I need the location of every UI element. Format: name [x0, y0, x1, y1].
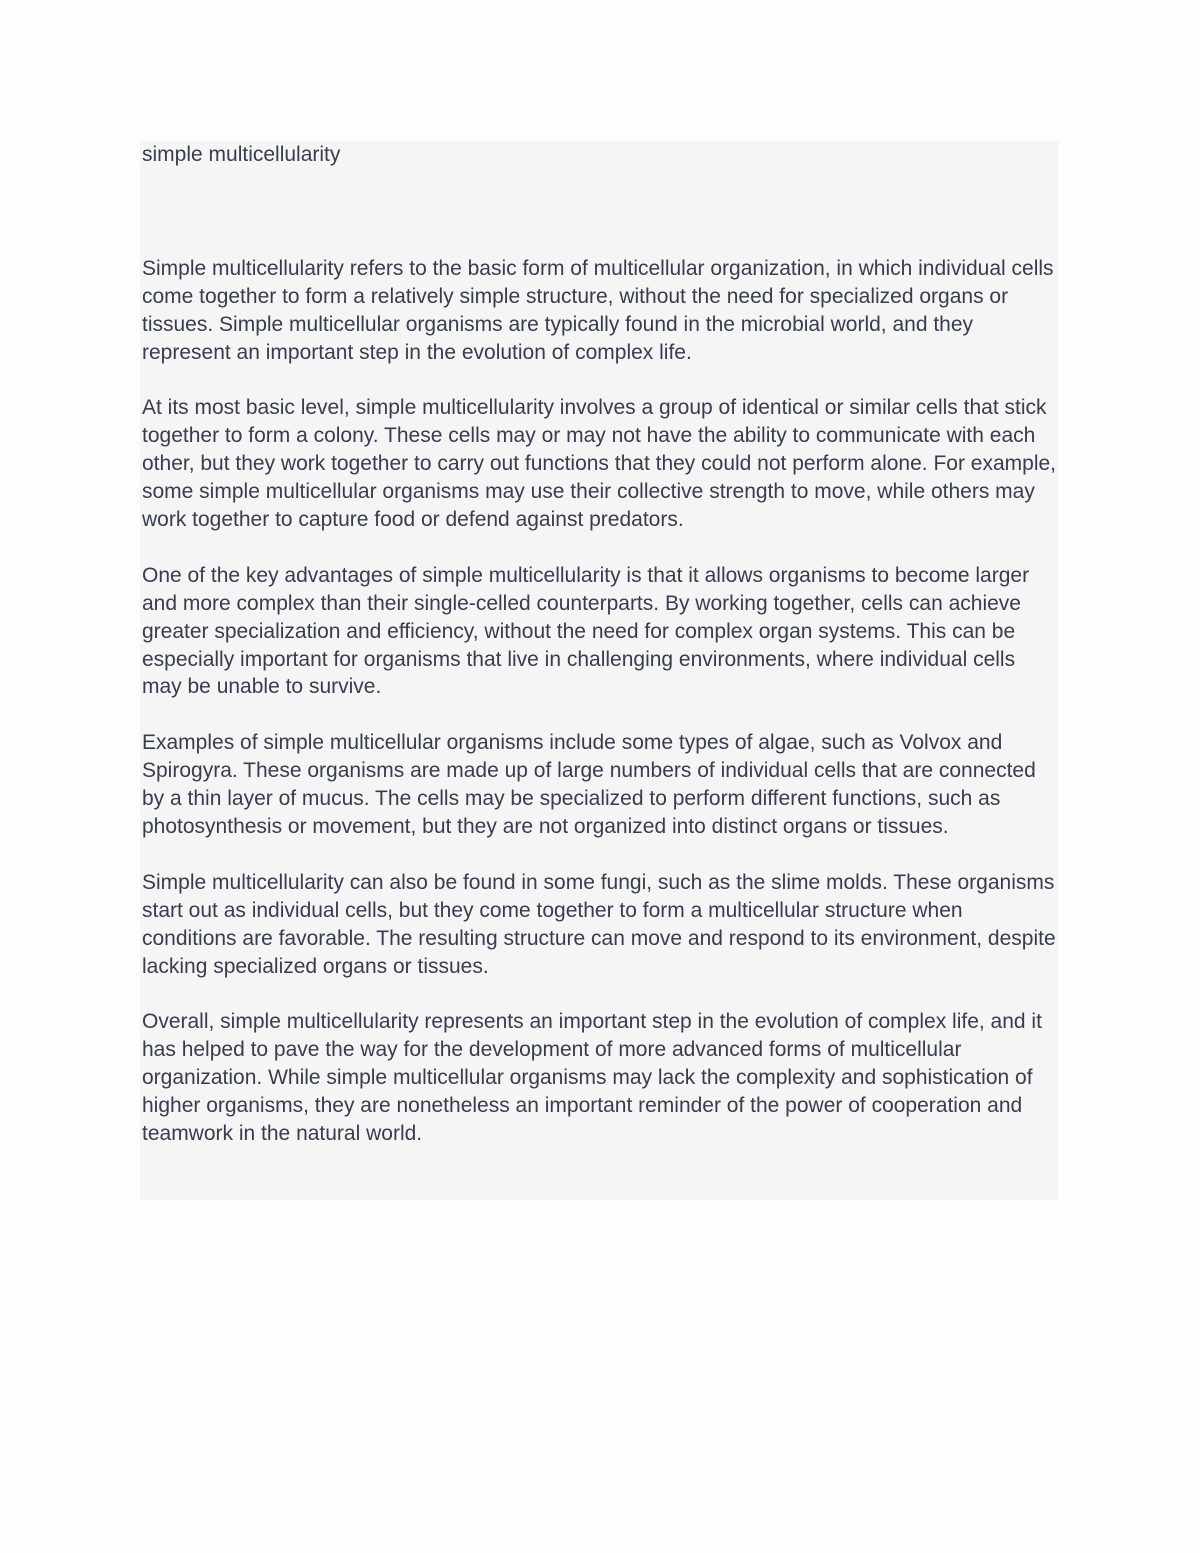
paragraph-6: Overall, simple multicellularity represents an important step in the evolution of complex life, and it has helped to pave the way for the development of more advanced forms of multicellular organization. While simple multicellular organisms may lack the complexity and sophistication of higher organisms, they are nonetheless an important reminder of the power of cooperation and teamwork in the natural world.	[142, 1010, 1042, 1145]
text-block	[140, 141, 1058, 1200]
paragraph-2: At its most basic level, simple multicellularity involves a group of identical or similar cells that stick together to form a colony. These cells may or may not have the ability to communicate with each other, but they work together to carry out functions that they could not perform alone. For example, some simple multicellular organisms may use their collective strength to move, while others may work together to capture food or defend against predators.	[142, 396, 1056, 532]
paragraph-list	[142, 255, 1058, 1148]
paragraph-3: One of the key advantages of simple multicellularity is that it allows organisms to become larger and more complex than their single-celled counterparts. By working together, cells can achieve greater specialization and efficiency, without the need for complex organ systems. This can be especially important for organisms that live in challenging environments, where individual cells may be unable to survive.	[142, 563, 1030, 699]
document-title: simple multicellularity	[142, 143, 341, 166]
paragraph-1: Simple multicellularity refers to the basic form of multicellular organization, in which individual cells come together to form a relatively simple structure, without the need for specialized organs or tissues. Simple multicellular organisms are typically found in the microbial world, and they represent an important step in the evolution of complex life.	[142, 256, 1054, 364]
paragraph-5: Simple multicellularity can also be found in some fungi, such as the slime molds. These organisms start out as individual cells, but they come together to form a multicellular structure when conditions are favorable. The resulting structure can move and respond to its environment, despite lacking specialized organs or tissues.	[142, 870, 1056, 978]
paragraph-4: Examples of simple multicellular organisms include some types of algae, such as Volvox and Spirogyra. These organisms are made up of large numbers of individual cells that are connected by a thin layer of mucus. The cells may be specialized to perform different functions, such as photosynthesis or movement, but they are not organized into distinct organs or tissues.	[142, 731, 1036, 838]
